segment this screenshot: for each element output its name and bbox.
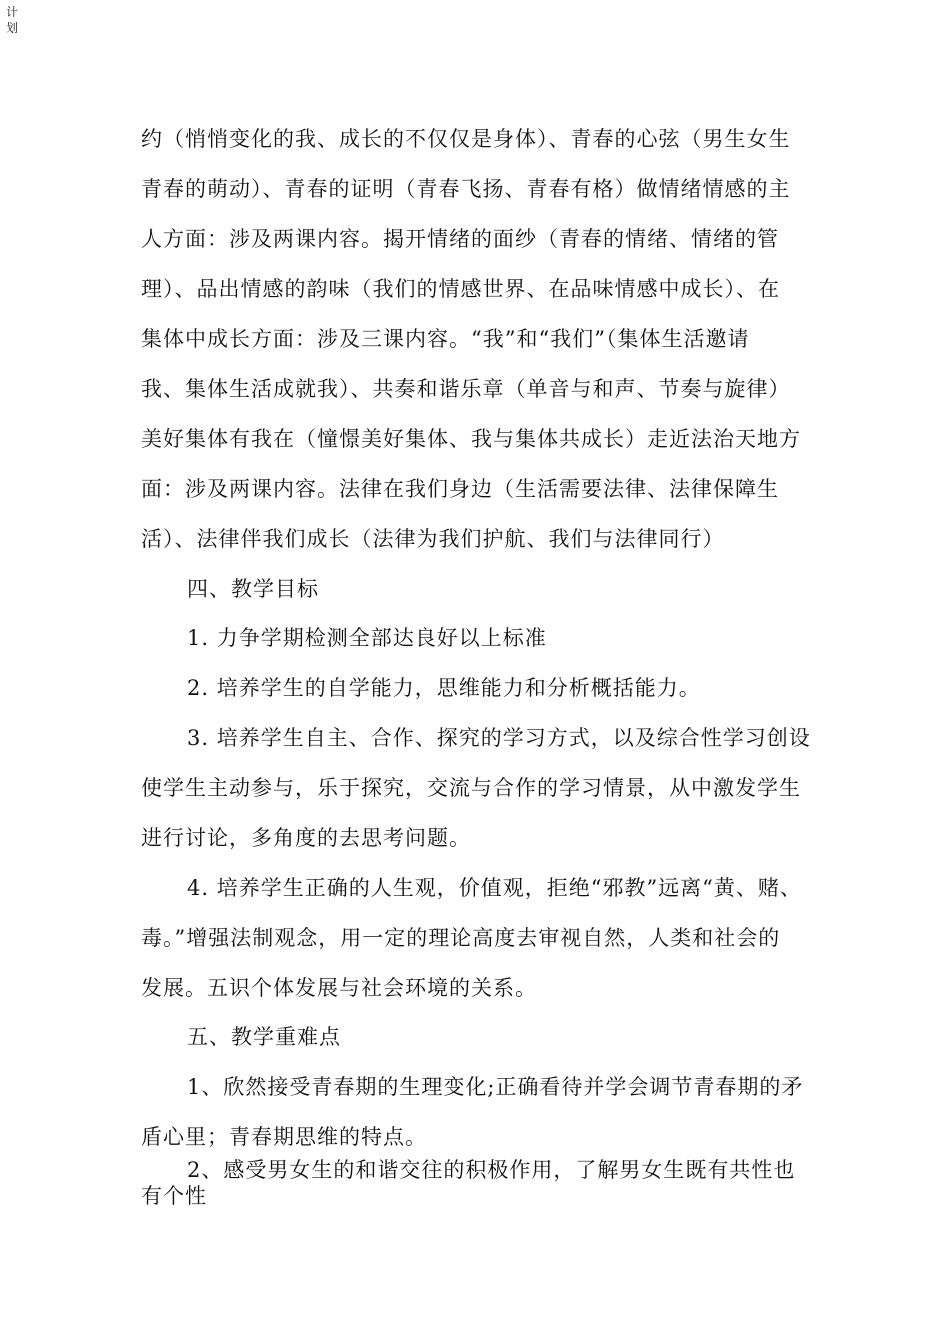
text-line: 毒。”增强法制观念，用一定的理论高度去审视自然，人类和社会的 xyxy=(141,926,781,950)
text-line: 4. 培养学生正确的人生观，价值观，拒绝“邪教”远离“黄、赌、 xyxy=(187,876,802,900)
text-line: 我、集体生活成就我）、共奏和谐乐章（单音与和声、节奏与旋律） xyxy=(141,377,791,401)
text-line: 3. 培养学生自主、合作、探究的学习方式，以及综合性学习创设 xyxy=(187,726,811,750)
text-line: 青春的萌动）、青春的证明（青春飞扬、青春有格）做情绪情感的主 xyxy=(141,177,791,201)
text-line: 进行讨论，多角度的去思考问题。 xyxy=(141,826,471,850)
text-line: 使学生主动参与，乐于探究，交流与合作的学习情景，从中激发学生 xyxy=(141,776,801,800)
text-line: 面：涉及两课内容。法律在我们身边（生活需要法律、法律保障生 xyxy=(141,477,779,501)
text-line: 美好集体有我在（憧憬美好集体、我与集体共成长）走近法治天地方 xyxy=(141,427,801,451)
text-line: 发展。五识个体发展与社会环境的关系。 xyxy=(141,976,537,1000)
text-line: 活）、法律伴我们成长（法律为我们护航、我们与法律同行） xyxy=(141,527,725,551)
text-line: 2. 培养学生的自学能力，思维能力和分析概括能力。 xyxy=(187,676,701,700)
corner-char: 划 xyxy=(6,21,19,35)
text-line: 1、欣然接受青春期的生理变化;正确看待并学会调节青春期的矛 xyxy=(187,1075,804,1099)
text-line: 集体中成长方面：涉及三课内容。“我”和“我们”（集体生活邀请 xyxy=(141,327,750,351)
text-line: 五、教学重难点 xyxy=(187,1025,341,1049)
corner-char: 计 xyxy=(6,5,19,19)
text-line: 人方面：涉及两课内容。揭开情绪的面纱（青春的情绪、情绪的管 xyxy=(141,227,779,251)
text-line: 四、教学目标 xyxy=(187,577,319,601)
text-line: 有个性 xyxy=(141,1184,207,1208)
text-line: 1. 力争学期检测全部达良好以上标准 xyxy=(187,626,547,650)
text-line: 2、感受男女生的和谐交往的积极作用，了解男女生既有共性也 xyxy=(187,1158,796,1182)
text-line: 盾心里；青春期思维的特点。 xyxy=(141,1125,427,1149)
text-line: 理）、品出情感的韵味（我们的情感世界、在品味情感中成长）、在 xyxy=(141,277,780,301)
text-line: 约（悄悄变化的我、成长的不仅仅是身体）、青春的心弦（男生女生 xyxy=(141,127,791,151)
